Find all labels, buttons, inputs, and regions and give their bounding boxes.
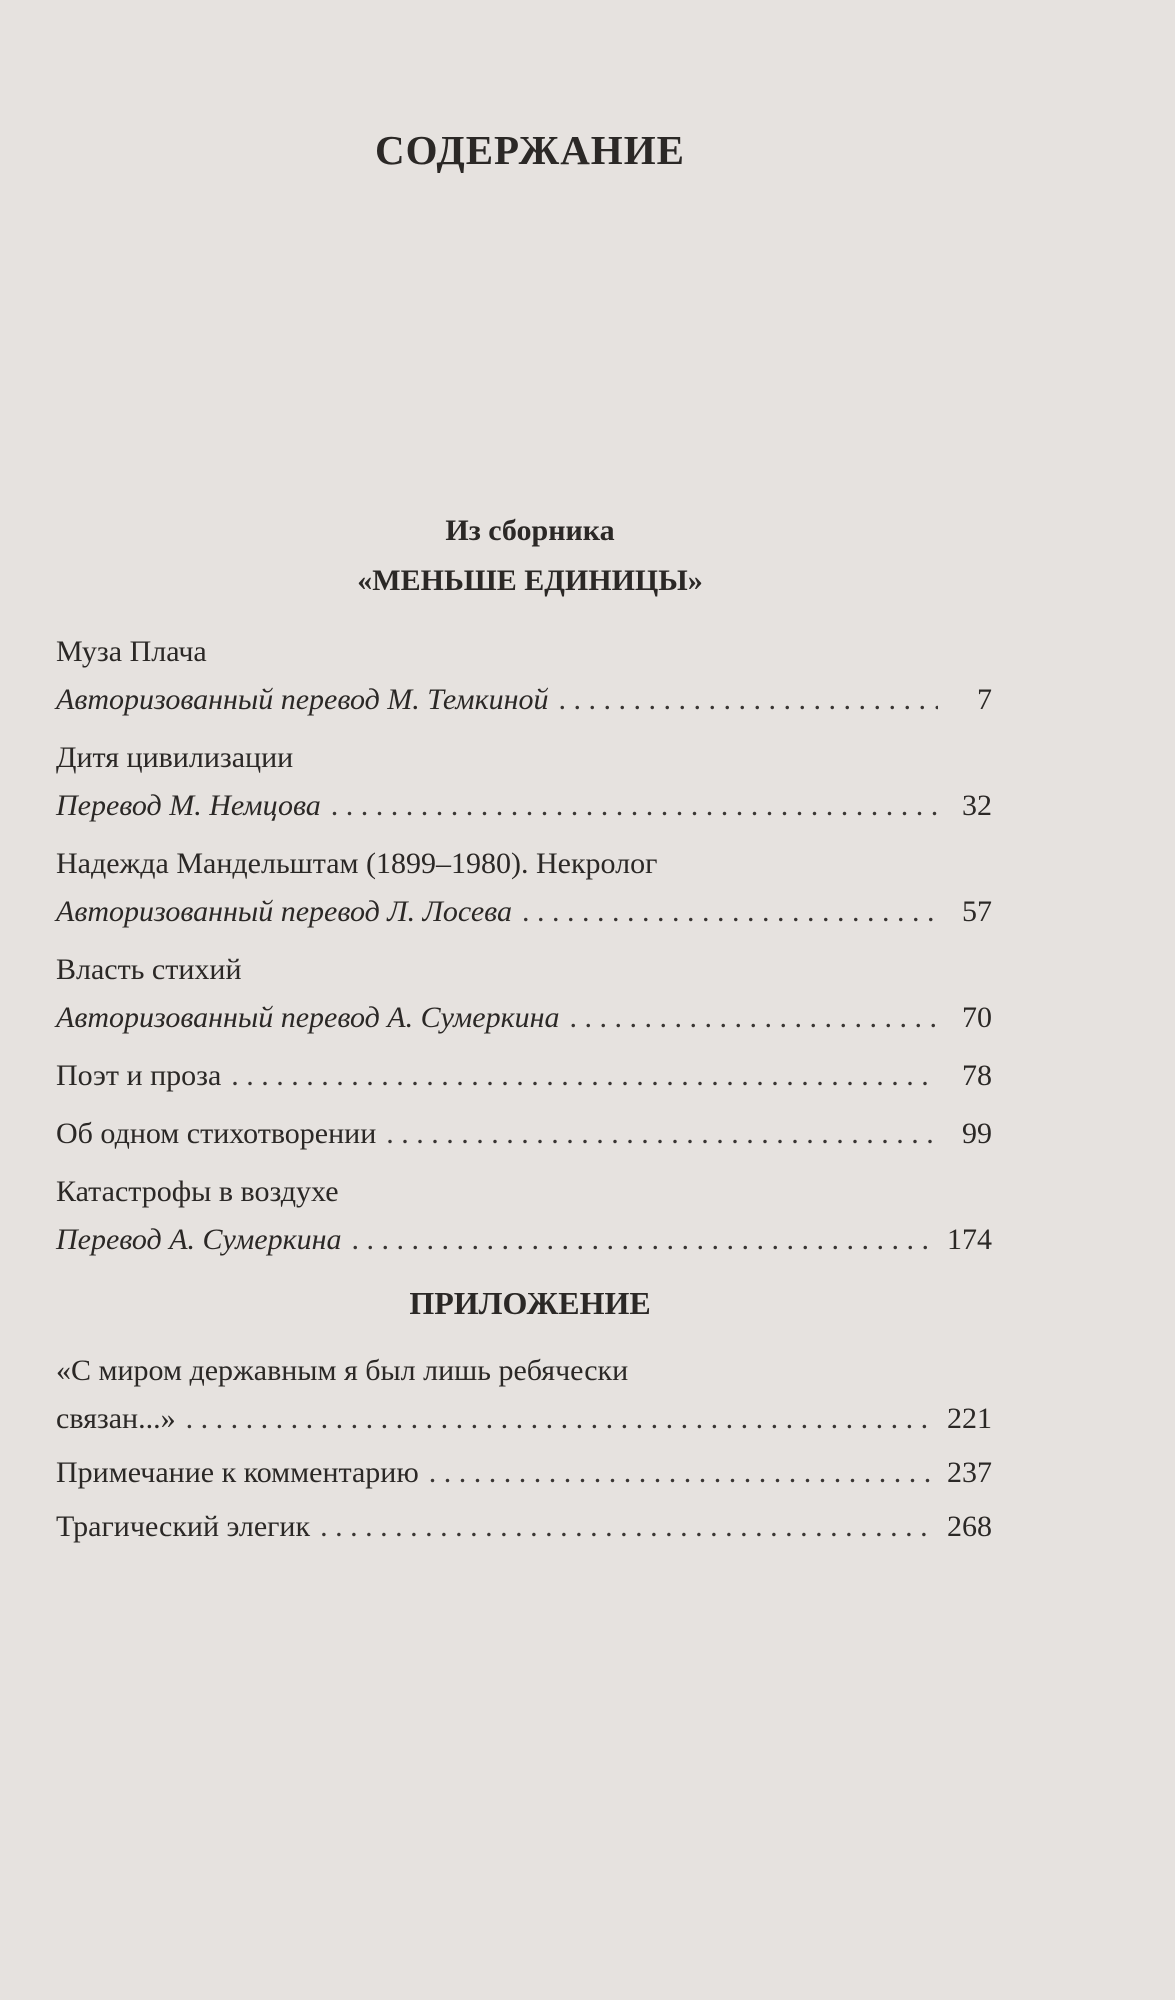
entry-title: Дитя цивилизации xyxy=(56,741,294,774)
entry-page-number: 70 xyxy=(962,1001,992,1034)
entry-page-number: 237 xyxy=(947,1456,992,1489)
toc-section-appendix xyxy=(56,1347,992,1557)
entry-page-number: 99 xyxy=(962,1117,992,1150)
toc-entry[interactable] xyxy=(56,1503,992,1551)
entry-page-number: 268 xyxy=(947,1510,992,1543)
dot-leader xyxy=(570,994,938,1042)
dot-leader xyxy=(186,1395,933,1443)
entry-page-number: 78 xyxy=(962,1059,992,1092)
entry-title: Муза Плача xyxy=(56,635,207,668)
toc-section-collection xyxy=(56,628,992,1274)
toc-entry[interactable] xyxy=(56,1168,992,1264)
toc-entry[interactable] xyxy=(56,1347,992,1443)
page-title: СОДЕРЖАНИЕ xyxy=(375,127,685,173)
section-heading-appendix: ПРИЛОЖЕНИЕ xyxy=(409,1285,651,1321)
entry-translator: Перевод М. Немцова xyxy=(56,789,321,822)
dot-leader xyxy=(320,1503,933,1551)
section-heading-line: Из сборника xyxy=(445,514,615,547)
entry-translator: Авторизованный перевод Л. Лосева xyxy=(56,895,512,928)
dot-leader xyxy=(351,1216,933,1264)
toc-entry[interactable] xyxy=(56,946,992,1042)
section-heading-collection xyxy=(0,506,1060,606)
entry-title: Власть стихий xyxy=(56,953,242,986)
entry-title: Трагический элегик xyxy=(56,1510,311,1543)
entry-title-continued: связан...» xyxy=(56,1402,176,1435)
toc-entry[interactable] xyxy=(56,1052,992,1100)
dot-leader xyxy=(522,888,938,936)
entry-title: Примечание к комментарию xyxy=(56,1456,419,1489)
entry-page-number: 32 xyxy=(962,789,992,822)
dot-leader xyxy=(231,1052,938,1100)
entry-page-number: 174 xyxy=(947,1223,992,1256)
entry-title: Катастрофы в воздухе xyxy=(56,1175,339,1208)
entry-page-number: 221 xyxy=(947,1402,992,1435)
entry-translator: Перевод А. Сумеркина xyxy=(56,1223,342,1256)
dot-leader xyxy=(429,1449,933,1497)
dot-leader xyxy=(558,676,938,724)
toc-entry[interactable] xyxy=(56,1110,992,1158)
toc-entry[interactable] xyxy=(56,1449,992,1497)
entry-title: Поэт и проза xyxy=(56,1059,222,1092)
dot-leader xyxy=(331,782,938,830)
entry-translator: Авторизованный перевод М. Темкиной xyxy=(56,683,549,716)
entry-title: «С миром державным я был лишь ребячески xyxy=(56,1354,629,1387)
toc-entry[interactable] xyxy=(56,840,992,936)
toc-entry[interactable] xyxy=(56,628,992,724)
section-heading-line: «МЕНЬШЕ ЕДИНИЦЫ» xyxy=(357,564,703,597)
entry-translator: Авторизованный перевод А. Сумеркина xyxy=(56,1001,560,1034)
entry-page-number: 7 xyxy=(977,683,992,716)
entry-title: Об одном стихотворении xyxy=(56,1117,377,1150)
dot-leader xyxy=(386,1110,938,1158)
toc-entry[interactable] xyxy=(56,734,992,830)
entry-page-number: 57 xyxy=(962,895,992,928)
entry-title: Надежда Мандельштам (1899–1980). Некролог xyxy=(56,847,658,880)
